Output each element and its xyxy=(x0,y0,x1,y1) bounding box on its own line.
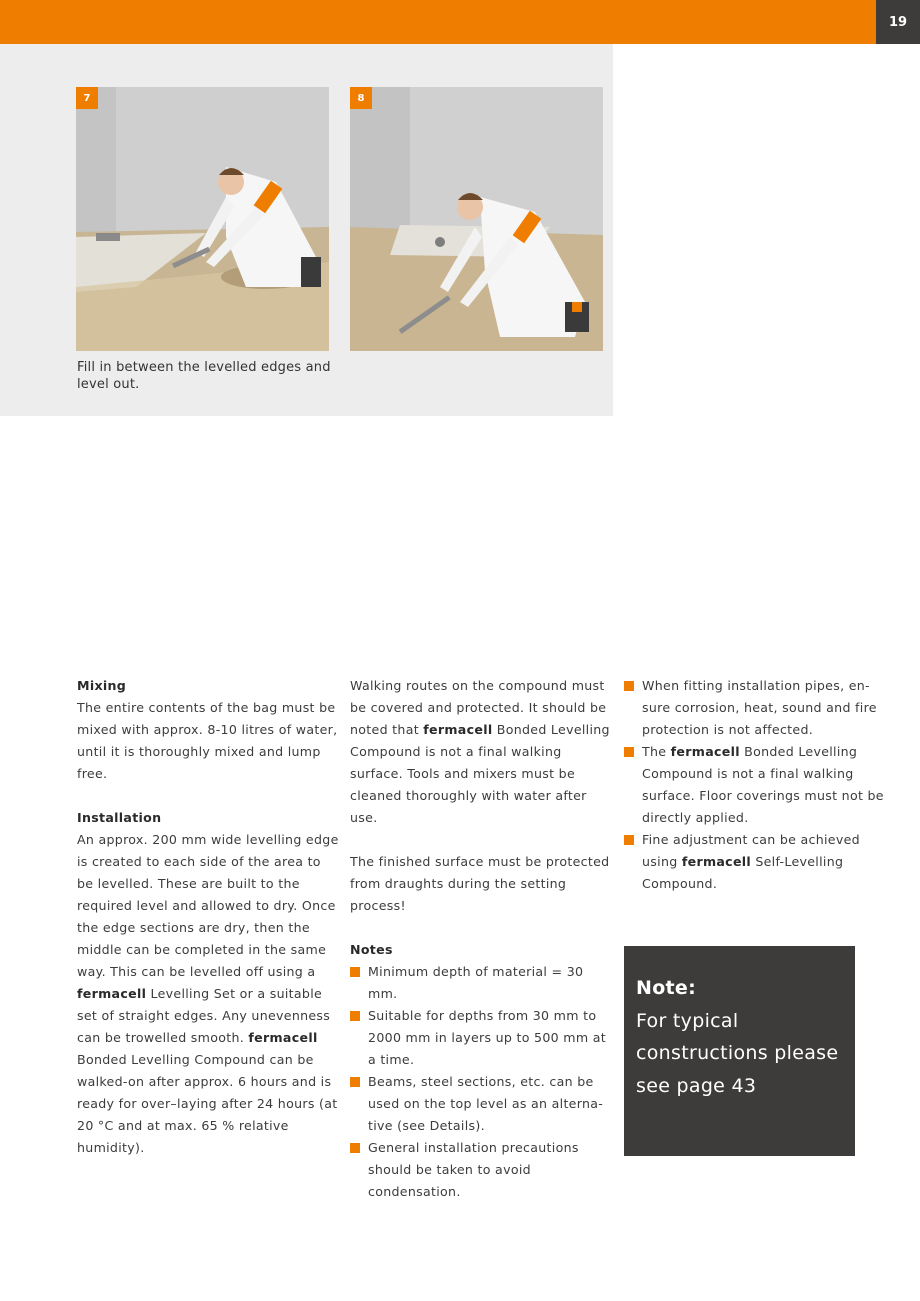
notes-item: Beams, steel sections, etc. can be used on the top level as an alterna-tive (see Details). xyxy=(350,1071,612,1137)
column-mixing-installation xyxy=(77,675,339,1159)
bullet-square-icon xyxy=(350,967,360,977)
note-title: Note: xyxy=(636,977,697,999)
walking-text: Walking routes on the compound must be covered and protected. It should be noted that fermacell Bonded Levelling Compound is not a final walking surface. Tools and mixers must be cleaned thoroughly with water after use. xyxy=(350,678,610,825)
note-box xyxy=(624,946,855,1156)
installation-text: An approx. 200 mm wide levelling edge is created to each side of the area to be levelled. These are built to the required level and allowed to dry. Once the edge sections are dry, then the middle can be completed in the same way. This can be levelled off using a fermacell Levelling Set or a suitable set of straight edges. Any unevenness can be trowelled smooth. fermacell Bonded Levelling Compound can be walked-on after approx. 6 hours and is ready for over–laying after 24 hours (at 20 °C and at max. 65 % relative humidity). xyxy=(77,832,339,1155)
brand-name: fermacell xyxy=(681,854,752,869)
notes-item: Fine adjustment can be achieved using fermacell Self-Levelling Compound. xyxy=(624,829,886,895)
bullet-square-icon xyxy=(624,835,634,845)
brand-name: fermacell xyxy=(670,744,740,759)
bullet-square-icon xyxy=(350,1011,360,1021)
notes-item: The fermacell Bonded Levelling Compound is not a final walking surface. Floor coverings must not be directly applied. xyxy=(624,741,886,829)
photo-caption: Fill in between the levelled edges and level out. xyxy=(77,360,331,392)
brand-name: fermacell xyxy=(423,722,493,737)
notes-item: When fitting installation pipes, en-sure corrosion, heat, sound and fire protection is not affected. xyxy=(624,675,886,741)
bullet-square-icon xyxy=(350,1077,360,1087)
installation-heading: Installation xyxy=(77,810,162,825)
page-number: 19 xyxy=(876,0,920,44)
step-7-photo xyxy=(76,87,329,351)
notes-item: Minimum depth of material = 30 mm. xyxy=(350,961,612,1005)
finished-surface-text: The finished surface must be protected from draughts during the setting process! xyxy=(350,854,610,913)
step-badge: 7 xyxy=(76,87,98,109)
step-8-photo xyxy=(350,87,603,351)
brand-name: fermacell xyxy=(77,986,147,1001)
mixing-text: The entire contents of the bag must be mixed with approx. 8-10 litres of water, until it is thoroughly mixed and lump free. xyxy=(77,700,338,781)
bullet-square-icon xyxy=(350,1143,360,1153)
bullet-square-icon xyxy=(624,681,634,691)
step-badge: 8 xyxy=(350,87,372,109)
bullet-square-icon xyxy=(624,747,634,757)
brand-name: fermacell xyxy=(248,1030,318,1045)
notes-item: Suitable for depths from 30 mm to 2000 mm in layers up to 500 mm at a time. xyxy=(350,1005,612,1071)
note-text: For typical constructions please see page 43 xyxy=(636,1009,839,1097)
notes-heading: Notes xyxy=(350,942,393,957)
column-walking-notes xyxy=(350,675,612,1203)
top-accent-bar xyxy=(0,0,876,44)
column-bullets xyxy=(624,675,886,895)
mixing-heading: Mixing xyxy=(77,678,127,693)
notes-item: General installation precautions should be taken to avoid condensation. xyxy=(350,1137,612,1203)
